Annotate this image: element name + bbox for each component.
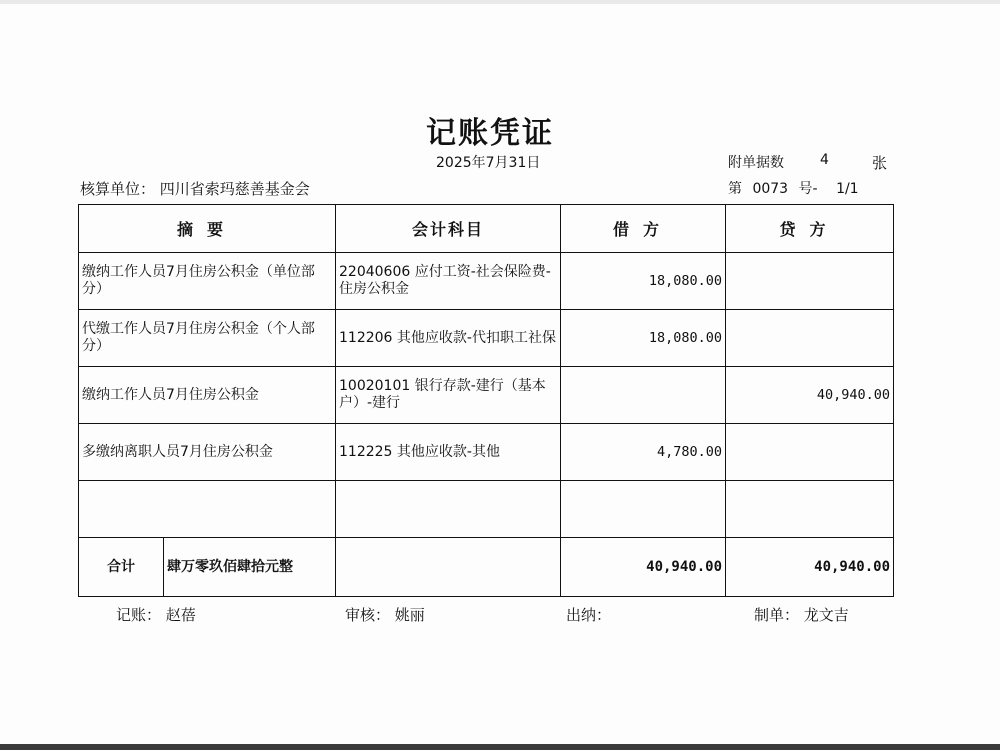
header-account: 会计科目 (336, 205, 561, 253)
voucher-number-line (728, 178, 865, 198)
row-credit: 40,940.00 (726, 367, 894, 424)
row-credit (726, 481, 894, 538)
attachments-count: 4 (820, 152, 829, 168)
row-account (336, 481, 561, 538)
table-header-row (79, 205, 894, 253)
row-debit: 4,780.00 (561, 424, 726, 481)
row-debit (561, 481, 726, 538)
header-summary: 摘要 (79, 205, 336, 253)
row-summary: 缴纳工作人员7月住房公积金（单位部分） (79, 253, 336, 310)
scan-edge-top (0, 0, 1000, 4)
header-credit: 贷方 (726, 205, 894, 253)
voucher-number: 0073 (752, 181, 789, 197)
attachments-label: 附单据数 (728, 155, 784, 171)
total-row (79, 538, 894, 597)
attachments-unit: 张 (872, 154, 888, 172)
table-row (79, 310, 894, 367)
signature-preparer: 制单： 龙文吉 (754, 606, 849, 624)
row-summary: 代缴工作人员7月住房公积金（个人部分） (79, 310, 336, 367)
header-debit: 借方 (561, 205, 726, 253)
row-credit (726, 424, 894, 481)
accounting-unit: 核算单位： 四川省索玛慈善基金会 (80, 180, 310, 198)
row-summary (79, 481, 336, 538)
row-account: 112206 其他应收款-代扣职工社保 (336, 310, 561, 367)
voucher-number-prefix: 第 (728, 181, 742, 197)
voucher-title: 记账凭证 (426, 116, 554, 151)
row-debit: 18,080.00 (561, 253, 726, 310)
total-debit: 40,940.00 (561, 538, 726, 597)
row-summary: 多缴纳离职人员7月住房公积金 (79, 424, 336, 481)
signature-reviewer: 审核： 姚丽 (345, 606, 425, 624)
table-row (79, 253, 894, 310)
voucher-number-suffix: 号- (798, 181, 818, 197)
signature-cashier: 出纳： (566, 606, 612, 624)
row-account: 10020101 银行存款-建行（基本户）-建行 (336, 367, 561, 424)
row-summary: 缴纳工作人员7月住房公积金 (79, 367, 336, 424)
voucher-table (78, 204, 894, 597)
row-account: 112225 其他应收款-其他 (336, 424, 561, 481)
table-row-empty (79, 481, 894, 538)
row-account: 22040606 应付工资-社会保险费-住房公积金 (336, 253, 561, 310)
voucher-page: 1/1 (836, 181, 859, 197)
total-amount-words: 肆万零玖佰肆拾元整 (167, 558, 293, 575)
total-credit: 40,940.00 (726, 538, 894, 597)
total-label-text: 合计 (79, 538, 164, 596)
table-row (79, 367, 894, 424)
row-debit (561, 367, 726, 424)
total-label (79, 538, 336, 597)
table-row (79, 424, 894, 481)
row-debit: 18,080.00 (561, 310, 726, 367)
row-credit (726, 253, 894, 310)
voucher-date: 2025年7月31日 (436, 155, 541, 171)
scan-edge-bottom (0, 744, 1000, 750)
row-credit (726, 310, 894, 367)
signature-bookkeeper: 记账： 赵蓓 (116, 606, 196, 624)
total-spacer (336, 538, 561, 597)
